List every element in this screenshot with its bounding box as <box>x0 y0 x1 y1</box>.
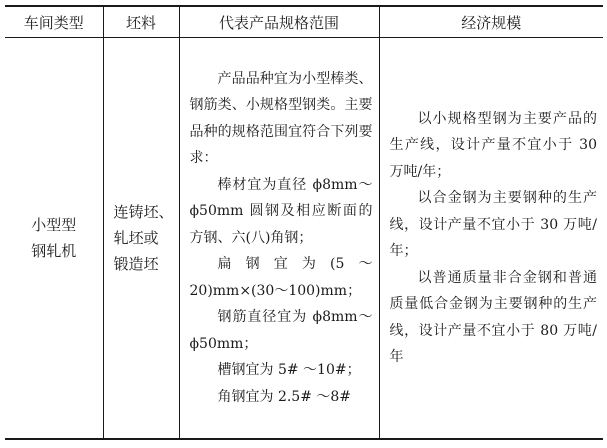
blank-line: 锻造坯 <box>113 255 159 273</box>
range-paragraph: 槽钢宜为 5# ～10#； <box>217 362 361 379</box>
blank-cell <box>103 38 179 440</box>
workshop-type-line: 小型型 <box>31 216 77 234</box>
table-row <box>5 38 603 440</box>
range-paragraph: 棒材宜为直径 ϕ8mm～ϕ50mm 圆钢及相应断面的方钢、六(八)角钢； <box>189 176 373 246</box>
economic-scale-cell <box>379 38 603 440</box>
product-range-cell <box>179 38 379 440</box>
range-paragraph: 扁钢宜为(5～20)mm×(30～100)mm； <box>189 256 373 299</box>
header-row <box>5 6 603 38</box>
blank-line: 连铸坯、 <box>113 203 174 221</box>
header-blank: 坯料 <box>103 6 179 38</box>
range-paragraph: 角钢宜为 2.5# ～8# <box>217 388 352 405</box>
range-paragraph: 钢筋直径宜为 ϕ8mm～ϕ50mm； <box>189 309 373 352</box>
range-paragraph: 产品品种宜为小型棒类、钢筋类、小规格型钢类。主要品种的规格范围宜符合下列要求： <box>189 70 373 167</box>
scale-paragraph: 以小规格型钢为主要产品的生产线，设计产量不宜小于 30 万吨/年； <box>389 110 597 180</box>
scale-paragraph: 以合金钢为主要钢种的生产线，设计产量不宜小于 30 万吨/年； <box>389 190 597 259</box>
workshop-type-line: 钢轧机 <box>31 242 77 260</box>
workshop-type-cell <box>5 38 103 440</box>
scale-paragraph: 以普通质量非合金钢和普通质量低合金钢为主要钢种的生产线，设计产量不宜小于 80 万吨/年 <box>389 269 597 365</box>
spec-table <box>5 5 603 440</box>
header-product-range: 代表产品规格范围 <box>179 6 379 38</box>
header-workshop-type: 车间类型 <box>5 6 103 38</box>
blank-line: 轧坯或 <box>113 229 159 247</box>
header-economic-scale: 经济规模 <box>379 6 603 38</box>
